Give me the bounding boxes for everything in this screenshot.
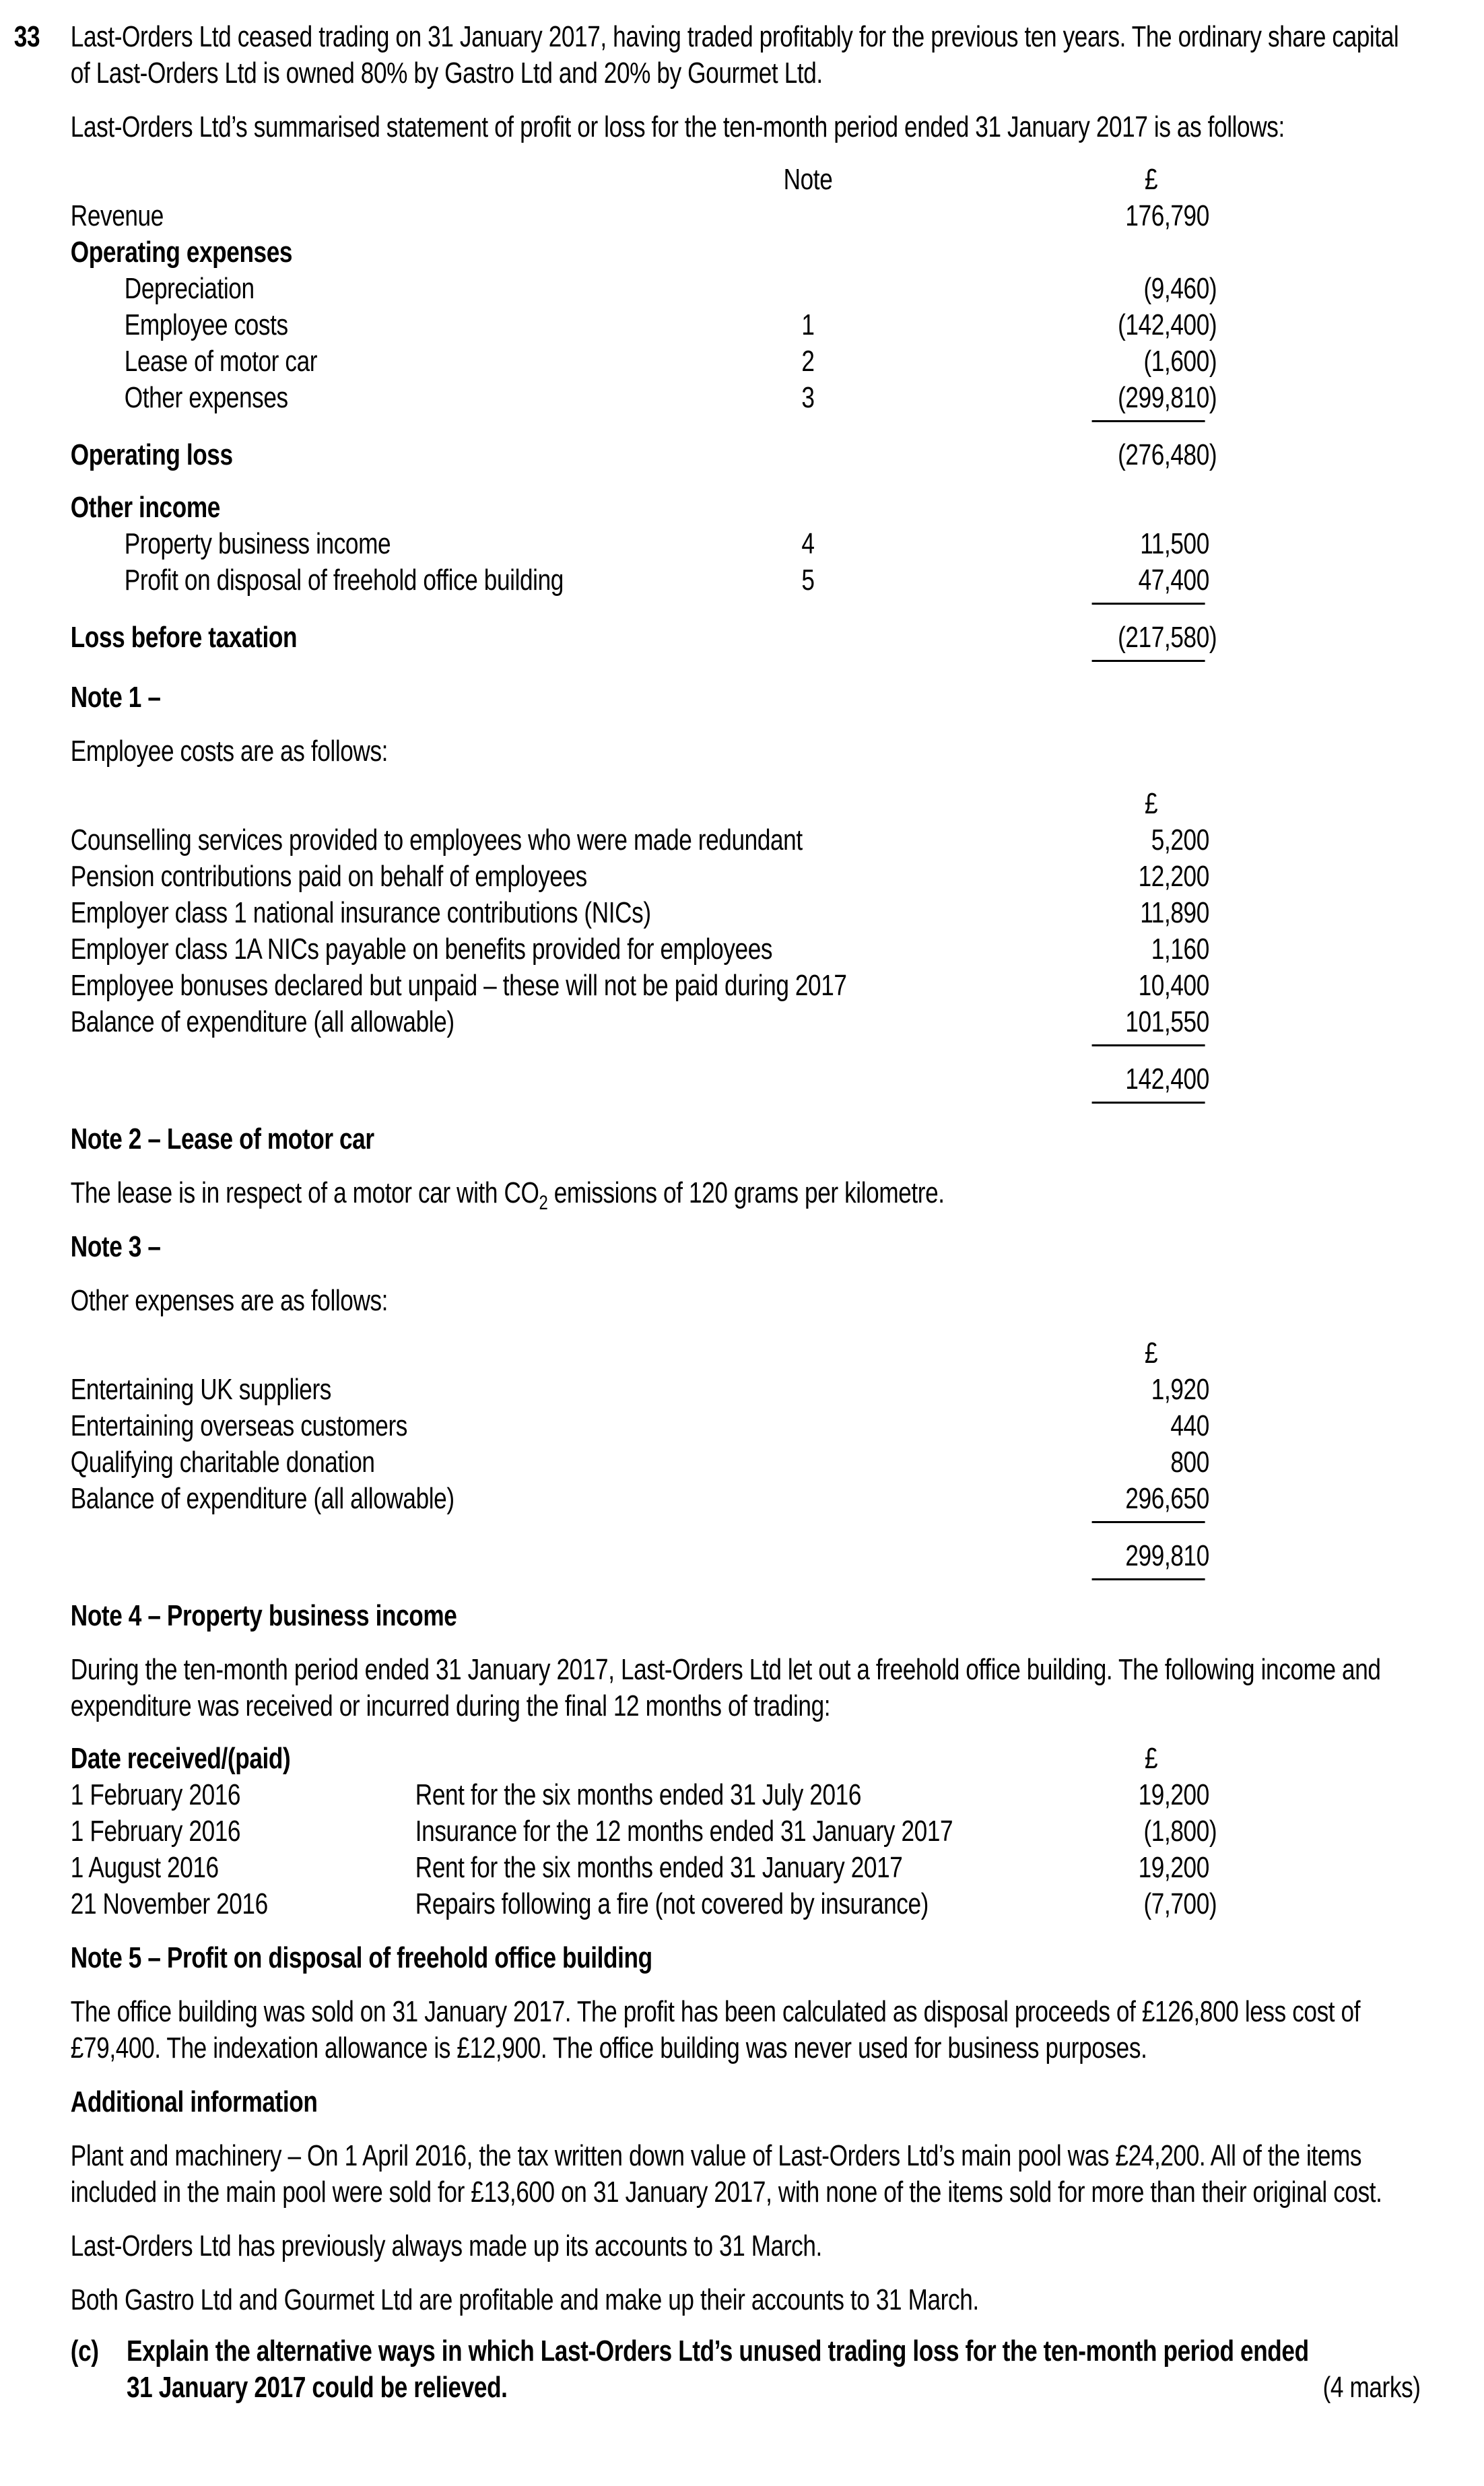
amount-cell: 10,400 [1138, 969, 1209, 1002]
amount-cell [851, 490, 1217, 526]
date-column-header: Date received/(paid) [70, 1742, 291, 1775]
label-cell: Employee costs [124, 308, 288, 341]
table-row [71, 234, 1421, 271]
date-cell: 1 February 2016 [70, 1815, 241, 1848]
label-cell [71, 786, 1029, 822]
note3-intro: Other expenses are as follows: [70, 1284, 389, 1317]
amount-cell: 1,160 [1151, 933, 1209, 966]
note-ref-cell: 5 [801, 564, 815, 597]
table-row [71, 1444, 1421, 1481]
table-row [71, 307, 1421, 343]
table-row [71, 526, 1421, 562]
amount-cell: (7,700) [1143, 1887, 1217, 1920]
label-cell: Depreciation [124, 272, 255, 305]
table-row [71, 822, 1421, 859]
row-right-padding [1217, 786, 1420, 822]
note4-heading: Note 4 – Property business income [70, 1599, 457, 1632]
description-cell: Rent for the six months ended 31 July 2016 [415, 1778, 861, 1811]
amount-cell: 299,810 [1125, 1539, 1209, 1572]
row-right-padding [1217, 1061, 1420, 1098]
table-row [71, 619, 1421, 656]
description-cell: Rent for the six months ended 31 January 2017 [415, 1851, 903, 1884]
amount-cell: 19,200 [1138, 1778, 1209, 1811]
label-cell [71, 1061, 1029, 1098]
intro-paragraph-2: Last-Orders Ltd’s summarised statement of profit or loss for the ten-month period ended 31 January 2017 is as follows: [70, 110, 1285, 143]
row-right-padding [1217, 437, 1420, 473]
label-cell: Entertaining UK suppliers [70, 1373, 331, 1406]
amount-cell: (1,800) [1143, 1815, 1217, 1848]
table-header-row [71, 1741, 1421, 1777]
table-row [71, 1850, 1421, 1886]
note-ref-cell [765, 234, 851, 271]
label-cell: Balance of expenditure (all allowable) [70, 1482, 454, 1515]
requirement-c-body [127, 2333, 1421, 2406]
row-right-padding [1217, 271, 1420, 307]
description-cell: Insurance for the 12 months ended 31 January 2017 [415, 1815, 953, 1848]
note2-text [70, 1175, 1421, 1214]
note-column-header: Note [783, 163, 833, 196]
note-ref-cell: 3 [801, 381, 815, 414]
note5-text: The office building was sold on 31 January 2017. The profit has been calculated as disposal proceeds of £126,800 less cost of £79,400. The indexation allowance is £12,900. The office building was never used for business purposes. [70, 1995, 1361, 2064]
additional-info-group-companies: Both Gastro Ltd and Gourmet Ltd are profitable and make up their accounts to 31 March. [70, 2283, 979, 2316]
date-cell: 1 February 2016 [70, 1778, 241, 1811]
question-content [71, 19, 1421, 2406]
row-right-padding [1217, 526, 1420, 562]
note-ref-cell: 4 [801, 527, 815, 560]
row-right-padding [1217, 198, 1420, 234]
currency-column-header: £ [1145, 787, 1158, 820]
table-row [71, 1886, 1421, 1922]
label-cell: Qualifying charitable donation [70, 1446, 375, 1479]
row-right-padding [1217, 1335, 1420, 1372]
row-right-padding [1217, 1741, 1420, 1777]
label-cell: Other expenses [124, 381, 288, 414]
note5-heading: Note 5 – Profit on disposal of freehold office building [70, 1941, 652, 1974]
label-cell: Pension contributions paid on behalf of employees [70, 860, 587, 893]
date-cell: 21 November 2016 [70, 1887, 268, 1920]
table-row [71, 437, 1421, 473]
amount-cell: (142,400) [1118, 308, 1217, 341]
label-cell [71, 1538, 1029, 1574]
marks-allocation: (4 marks) [1322, 2371, 1421, 2404]
row-right-padding [1217, 1850, 1420, 1886]
label-cell: Loss before taxation [70, 621, 298, 654]
amount-cell [851, 234, 1217, 271]
additional-info-accounts-date: Last-Orders Ltd has previously always made up its accounts to 31 March. [70, 2229, 822, 2262]
note-ref-cell [765, 198, 851, 234]
row-right-padding [1217, 234, 1420, 271]
label-cell [71, 162, 765, 198]
table-row [71, 1372, 1421, 1408]
note3-heading: Note 3 – [70, 1230, 161, 1263]
table-row [71, 380, 1421, 416]
requirement-c [71, 2333, 1421, 2406]
row-right-padding [1217, 859, 1420, 895]
row-right-padding [1217, 619, 1420, 656]
amount-cell: (9,460) [1143, 272, 1217, 305]
note-ref-cell [765, 619, 851, 656]
currency-column-header: £ [1145, 1742, 1158, 1775]
note1-employee-costs-table [71, 786, 1421, 1104]
amount-cell: 296,650 [1125, 1482, 1209, 1515]
label-cell: Operating loss [70, 438, 233, 471]
table-row [71, 895, 1421, 931]
requirement-c-label: (c) [70, 2334, 99, 2367]
row-right-padding [1217, 895, 1420, 931]
amount-cell: (276,480) [1118, 438, 1217, 471]
total-rule [1092, 1521, 1205, 1523]
note2-heading: Note 2 – Lease of motor car [70, 1122, 374, 1155]
note3-other-expenses-table [71, 1335, 1421, 1580]
question-number: 33 [13, 20, 40, 53]
table-header-row [71, 786, 1421, 822]
label-cell: Counselling services provided to employees who were made redundant [70, 824, 803, 856]
amount-cell: 800 [1170, 1446, 1209, 1479]
table-row [71, 1777, 1421, 1813]
row-right-padding [1217, 1481, 1420, 1517]
table-row [71, 198, 1421, 234]
currency-column-header: £ [1145, 163, 1158, 196]
additional-info-plant-machinery: Plant and machinery – On 1 April 2016, the tax written down value of Last-Orders Ltd’s main pool was £24,200. All of the items included in the main pool were sold for £13,600 on 31 January 2017, with none of the items sold for more than their original cost. [70, 2139, 1382, 2209]
row-right-padding [1217, 1408, 1420, 1444]
note-ref-cell: 2 [801, 345, 815, 378]
table-row [71, 1481, 1421, 1517]
total-rule [1092, 1102, 1205, 1104]
currency-column-header: £ [1145, 1337, 1158, 1370]
amount-cell: (299,810) [1118, 381, 1217, 414]
row-right-padding [1217, 968, 1420, 1004]
amount-cell: 19,200 [1138, 1851, 1209, 1884]
note4-property-income-table [71, 1741, 1421, 1922]
amount-cell: 1,920 [1151, 1373, 1209, 1406]
label-cell: Lease of motor car [124, 345, 318, 378]
row-right-padding [1217, 490, 1420, 526]
row-right-padding [1217, 162, 1420, 198]
requirement-c-line2: 31 January 2017 could be relieved. [127, 2371, 508, 2404]
row-right-padding [1217, 562, 1420, 599]
row-right-padding [1217, 822, 1420, 859]
question-33 [0, 19, 1484, 2406]
table-row [71, 343, 1421, 380]
note-ref-cell [765, 271, 851, 307]
amount-cell: 101,550 [1125, 1005, 1209, 1038]
requirement-c-line1: Explain the alternative ways in which Last-Orders Ltd’s unused trading loss for the ten-month period ended [127, 2334, 1309, 2367]
row-right-padding [1217, 1444, 1420, 1481]
total-rule [1092, 1044, 1205, 1046]
date-cell: 1 August 2016 [70, 1851, 219, 1884]
label-cell: Profit on disposal of freehold office building [124, 564, 564, 597]
note2-text-after: emissions of 120 grams per kilometre. [547, 1176, 945, 1209]
label-cell: Revenue [70, 199, 164, 232]
amount-cell: 12,200 [1138, 860, 1209, 893]
co2-subscript: 2 [539, 1191, 548, 1214]
label-cell: Other income [70, 491, 220, 524]
total-rule [1092, 420, 1205, 422]
note1-intro: Employee costs are as follows: [70, 735, 389, 768]
note2-text-before: The lease is in respect of a motor car with CO [70, 1176, 539, 1209]
amount-cell: 5,200 [1151, 824, 1209, 856]
row-right-padding [1217, 1372, 1420, 1408]
additional-info-heading: Additional information [70, 2085, 318, 2118]
label-cell: Entertaining overseas customers [70, 1409, 408, 1442]
row-right-padding [1217, 1813, 1420, 1850]
row-right-padding [1217, 380, 1420, 416]
total-rule [1092, 660, 1205, 662]
amount-cell: (217,580) [1118, 621, 1217, 654]
table-row [71, 562, 1421, 599]
amount-cell: 142,400 [1125, 1063, 1209, 1096]
amount-cell: (1,600) [1143, 345, 1217, 378]
table-row [71, 1538, 1421, 1574]
label-cell [71, 1335, 1029, 1372]
label-cell: Property business income [124, 527, 391, 560]
amount-cell: 11,890 [1140, 896, 1209, 929]
table-row [71, 1004, 1421, 1040]
total-rule [1092, 603, 1205, 605]
table-header-row [71, 162, 1421, 198]
amount-cell: 176,790 [1125, 199, 1209, 232]
profit-loss-statement [71, 162, 1421, 662]
label-cell: Employer class 1 national insurance contributions (NICs) [70, 896, 651, 929]
label-cell: Operating expenses [70, 236, 293, 269]
table-row [71, 271, 1421, 307]
table-row [71, 1408, 1421, 1444]
row-right-padding [1217, 1538, 1420, 1574]
note1-heading: Note 1 – [70, 681, 161, 714]
row-right-padding [1217, 307, 1420, 343]
intro-paragraph-1: Last-Orders Ltd ceased trading on 31 January 2017, having traded profitably for the previous ten years. The ordinary share capital of Last-Orders Ltd is owned 80% by Gastro Ltd and 20% by Gourmet Ltd. [70, 20, 1399, 90]
row-right-padding [1217, 1886, 1420, 1922]
table-row [71, 490, 1421, 526]
note-ref-cell [765, 437, 851, 473]
row-right-padding [1217, 1004, 1420, 1040]
description-cell: Repairs following a fire (not covered by insurance) [415, 1887, 929, 1920]
row-right-padding [1217, 931, 1420, 968]
row-right-padding [1217, 343, 1420, 380]
note-ref-cell: 1 [801, 308, 815, 341]
label-cell: Balance of expenditure (all allowable) [70, 1005, 454, 1038]
amount-cell: 11,500 [1140, 527, 1209, 560]
total-rule [1092, 1578, 1205, 1580]
amount-cell: 47,400 [1138, 564, 1209, 597]
table-row [71, 968, 1421, 1004]
amount-cell: 440 [1170, 1409, 1209, 1442]
row-right-padding [1217, 1777, 1420, 1813]
note-ref-cell [765, 490, 851, 526]
table-row [71, 1061, 1421, 1098]
label-cell: Employer class 1A NICs payable on benefits provided for employees [70, 933, 773, 966]
table-header-row [71, 1335, 1421, 1372]
label-cell: Employee bonuses declared but unpaid – these will not be paid during 2017 [70, 969, 847, 1002]
table-row [71, 859, 1421, 895]
note4-intro: During the ten-month period ended 31 January 2017, Last-Orders Ltd let out a freehold office building. The following income and expenditure was received or incurred during the final 12 months of trading: [70, 1653, 1381, 1722]
table-row [71, 1813, 1421, 1850]
table-row [71, 931, 1421, 968]
